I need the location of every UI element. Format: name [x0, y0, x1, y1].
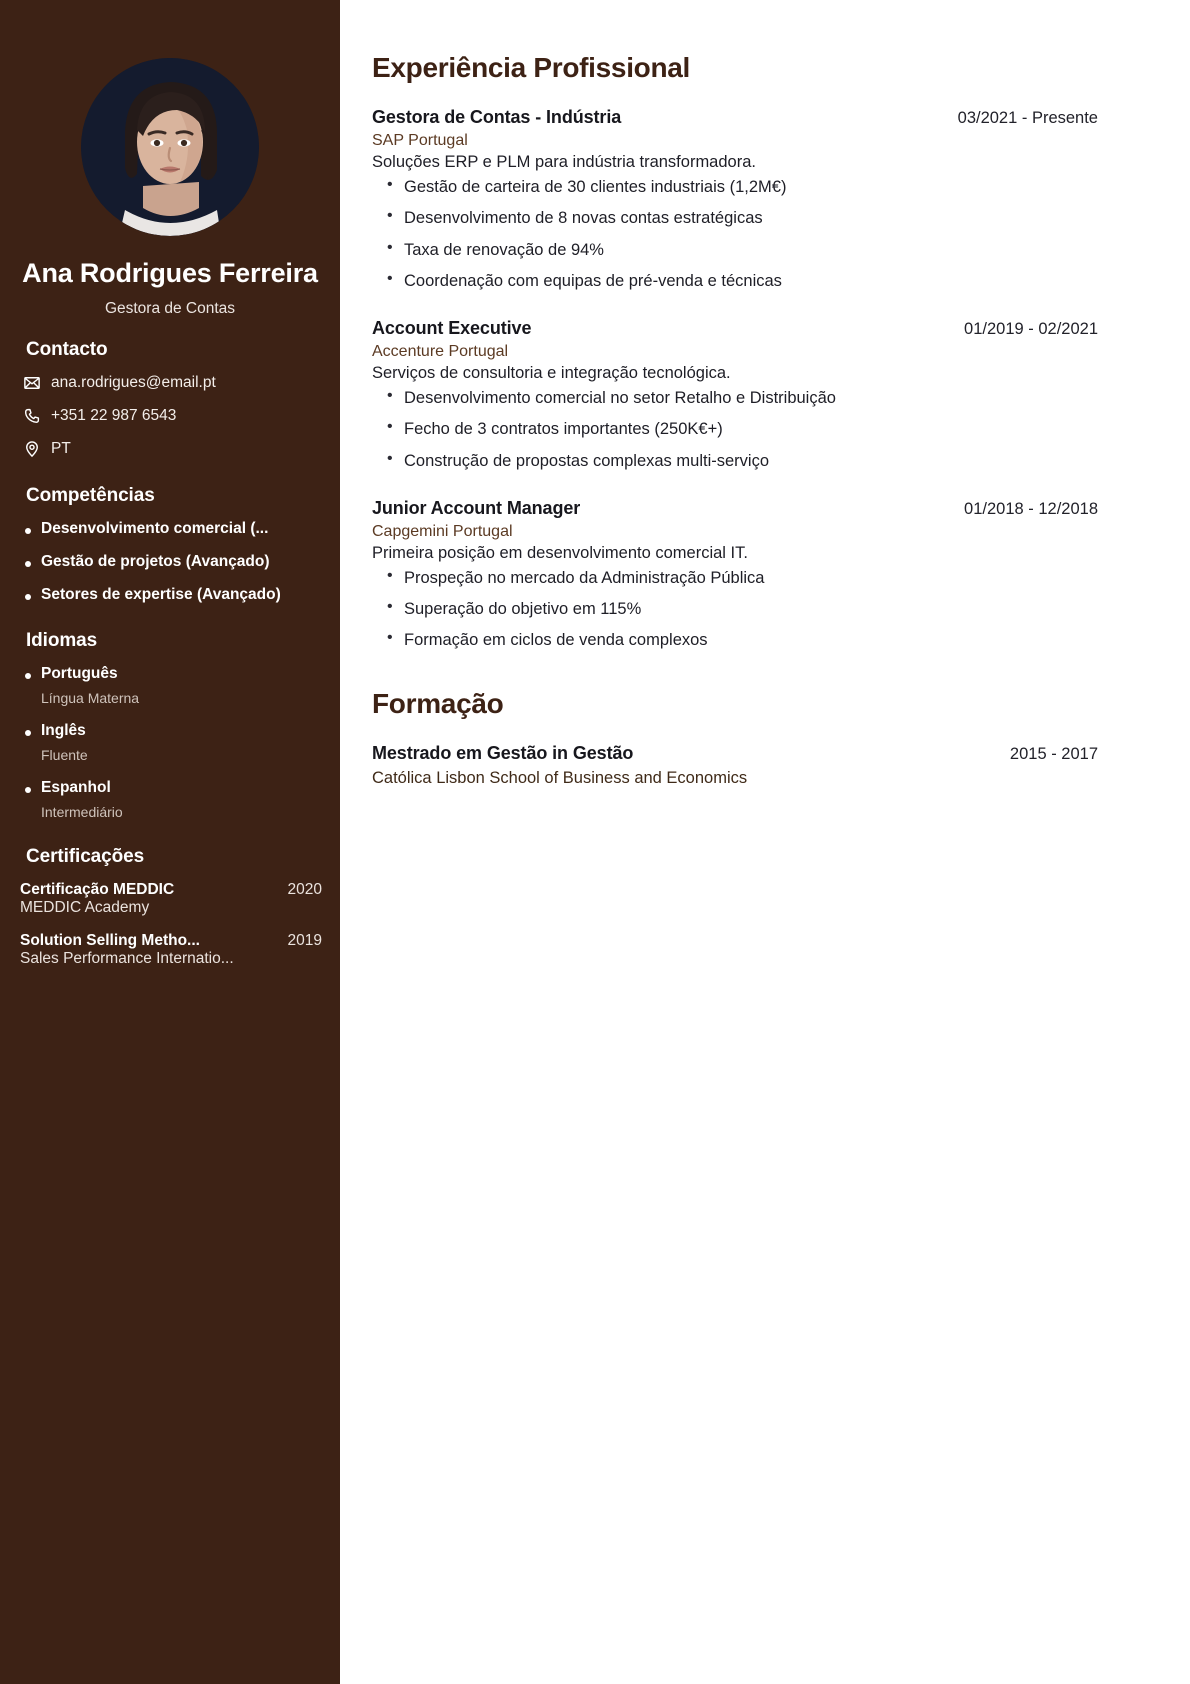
certifications-heading: Certificações [26, 845, 145, 867]
job-duties [372, 176, 1098, 292]
certification-header [20, 881, 322, 899]
avatar-container [18, 0, 322, 236]
experience-entry [372, 318, 1098, 472]
language-name: Inglês [18, 722, 322, 740]
job-description: Soluções ERP e PLM para indústria transformadora. [372, 153, 756, 171]
certification-org: MEDDIC Academy [20, 898, 150, 916]
avatar [81, 58, 259, 236]
duty-item: • Prospeção no mercado da Administração Pública [372, 567, 1098, 589]
contact-location-value: PT [51, 440, 71, 458]
languages-heading: Idiomas [26, 629, 98, 651]
language-level: Intermediário [41, 803, 123, 820]
duty-item: • Fecho de 3 contratos importantes (250K€+) [372, 418, 1098, 440]
language-name: Espanhol [18, 779, 322, 797]
experience-entry [372, 107, 1098, 292]
contact-list [18, 374, 322, 459]
job-date: 01/2018 - 12/2018 [964, 499, 1098, 518]
duty-item: • Desenvolvimento de 8 novas contas estratégicas [372, 207, 1098, 229]
degree-date: 2015 - 2017 [1009, 744, 1098, 763]
duty-item: • Formação em ciclos de venda complexos [372, 629, 1098, 651]
skills-list [18, 520, 322, 604]
job-date: 03/2021 - Presente [957, 109, 1098, 127]
job-company: Capgemini Portugal [372, 522, 513, 540]
certification-year: 2019 [287, 931, 322, 949]
contact-item-location[interactable] [18, 440, 322, 459]
certification-name: Solution Selling Metho... [20, 931, 200, 949]
job-company: Accenture Portugal [372, 343, 509, 361]
job-description: Serviços de consultoria e integração tecnológica. [372, 364, 731, 383]
duty-item: • Coordenação com equipas de pré-venda e técnicas [372, 270, 1098, 292]
person-role: Gestora de Contas [104, 299, 236, 317]
job-company: SAP Portugal [372, 132, 468, 149]
job-title: Account Executive [372, 318, 532, 339]
skill-item: Desenvolvimento comercial (... [18, 520, 322, 538]
experience-entry-header [372, 107, 1098, 128]
job-date: 01/2019 - 02/2021 [964, 320, 1098, 339]
profile-photo-illustration [81, 58, 259, 236]
duty-item: • Superação do objetivo em 115% [372, 598, 1098, 620]
duty-item: • Taxa de renovação de 94% [372, 239, 1098, 261]
certification-name: Certificação MEDDIC [20, 880, 175, 898]
duty-item: • Construção de propostas complexas multi-serviço [372, 450, 1098, 472]
experience-section-title: Experiência Profissional [372, 52, 691, 83]
language-level: Fluente [41, 746, 88, 763]
experience-entry-header [372, 498, 1098, 519]
contact-phone-value: +351 22 987 6543 [51, 407, 177, 425]
certification-org: Sales Performance Internatio... [20, 949, 234, 967]
contact-heading: Contacto [26, 338, 108, 360]
education-section-title: Formação [372, 687, 504, 719]
job-duties [372, 567, 1098, 652]
language-name: Português [18, 665, 322, 683]
experience-entry [372, 498, 1098, 652]
contact-item-phone[interactable] [18, 407, 322, 426]
duty-item: • Gestão de carteira de 30 clientes industriais (1,2M€) [372, 176, 1098, 198]
experience-entry-header [372, 318, 1098, 339]
certifications-list [18, 881, 322, 968]
sidebar [0, 0, 340, 1684]
education-entry-header [372, 743, 1098, 764]
job-duties [372, 387, 1098, 472]
envelope-icon [22, 374, 41, 393]
certification-year: 2020 [287, 880, 322, 898]
certification-item [18, 932, 322, 968]
contact-item-email[interactable] [18, 374, 322, 393]
main-content [340, 0, 1190, 1684]
skill-item: Gestão de projetos (Avançado) [18, 553, 322, 571]
education-entry [372, 743, 1098, 788]
job-title: Junior Account Manager [372, 497, 581, 518]
job-title: Gestora de Contas - Indústria [372, 107, 622, 127]
languages-list [18, 665, 322, 820]
certification-item [18, 881, 322, 917]
school-name: Católica Lisbon School of Business and Economics [372, 768, 748, 787]
skills-heading: Competências [26, 484, 155, 506]
skill-item: Setores de expertise (Avançado) [18, 586, 322, 604]
contact-email-value: ana.rodrigues@email.pt [51, 374, 216, 392]
phone-icon [22, 407, 41, 426]
certification-header [20, 932, 322, 950]
location-pin-icon [22, 440, 41, 459]
language-level: Língua Materna [41, 689, 140, 706]
person-name: Ana Rodrigues Ferreira [22, 258, 318, 288]
job-description: Primeira posição em desenvolvimento comercial IT. [372, 543, 748, 562]
degree-title: Mestrado em Gestão in Gestão [372, 742, 634, 763]
duty-item: • Desenvolvimento comercial no setor Retalho e Distribuição [372, 387, 1098, 409]
